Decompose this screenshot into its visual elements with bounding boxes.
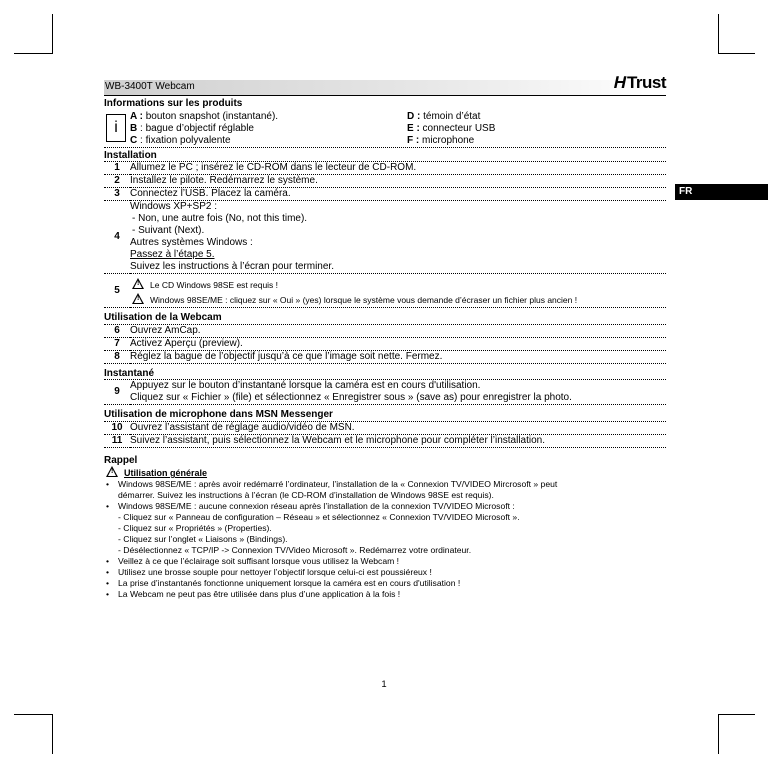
crop-mark-bottom-right-v <box>718 714 719 754</box>
part-item: C : fixation polyvalente <box>130 134 231 146</box>
step-row <box>104 434 666 447</box>
crop-mark-bottom-left-h <box>14 714 52 715</box>
warning-icon: ! <box>132 278 144 289</box>
part-item: E : connecteur USB <box>407 122 496 134</box>
step-row <box>104 380 666 405</box>
step-row <box>104 201 666 274</box>
step-row <box>104 337 666 350</box>
step-text: ! Le CD Windows 98SE est requis ! ! Windows 98SE/ME : cliquez sur « Oui » (yes) lorsque le système vous demande d’écraser un fichier plus ancien ! <box>130 274 666 308</box>
step-row <box>104 325 666 338</box>
step-text: Activez Aperçu (preview). <box>130 337 666 350</box>
step-row <box>104 162 666 175</box>
step-number: 6 <box>104 325 130 338</box>
installation-steps <box>104 162 666 308</box>
step-number: 1 <box>104 162 130 175</box>
snapshot-title: Instantané <box>104 366 666 381</box>
model-name: WB-3400T Webcam <box>105 81 195 92</box>
crop-mark-top-right-v <box>718 14 719 54</box>
step-text: Ouvrez AmCap. <box>130 325 666 338</box>
step-number: 10 <box>104 422 130 435</box>
list-item: • Windows 98SE/ME : aucune connexion réseau après l’installation de la connexion TV/VIDEO Microsoft : - Cliquez sur « Panneau de configuration – Réseau » et sélectionnez « Connexion TV/VIDEO Microsoft ». - Cliquez sur « Propriétés » (Properties). - Cliquez sur l’onglet « Liaisons » (Bindings). - Désélectionnez « TCP/IP -> Connexion TV/Video Microsoft ». Redémarrez votre ordinateur. <box>104 501 666 556</box>
step-number: 2 <box>104 175 130 188</box>
part-item: A : bouton snapshot (instantané). <box>130 110 279 122</box>
crop-mark-bottom-right-h <box>719 714 755 715</box>
msn-steps <box>104 422 666 448</box>
info-icon: i <box>106 114 126 142</box>
step-number: 8 <box>104 350 130 363</box>
step-number: 9 <box>104 380 130 405</box>
crop-mark-top-right-h <box>719 53 755 54</box>
step-row <box>104 274 666 308</box>
webcam-use-title: Utilisation de la Webcam <box>104 310 666 325</box>
reminder-title: Rappel <box>104 454 138 466</box>
part-item: F : microphone <box>407 134 475 146</box>
product-info-title: Informations sur les produits <box>104 98 243 109</box>
step-text: Réglez la bague de l’objectif jusqu’à ce que l’image soit nette. Fermez. <box>130 350 666 363</box>
installation-title: Installation <box>104 148 666 163</box>
list-item: • La prise d’instantanés fonctionne uniquement lorsque la caméra est en cours d'utilisation ! <box>104 578 666 589</box>
list-item: • Utilisez une brosse souple pour nettoyer l’objectif lorsque celui-ci est poussiéreux ! <box>104 567 666 578</box>
list-item: • La Webcam ne peut pas être utilisée dans plus d’une application à la fois ! <box>104 589 666 600</box>
step-text: Windows XP+SP2 : - Non, une autre fois (No, not this time). - Suivant (Next). Autres systèmes Windows : Passez à l’étape 5. Suivez les instructions à l’écran pour terminer. <box>130 201 666 274</box>
step-text: Ouvrez l’assistant de réglage audio/vidéo de MSN. <box>130 422 666 435</box>
step-number: 5 <box>104 274 130 308</box>
page-header <box>104 73 666 96</box>
list-item: • Veillez à ce que l’éclairage soit suffisant lorsque vous utilisez la Webcam ! <box>104 556 666 567</box>
warning-icon: ! <box>106 466 118 477</box>
step-row <box>104 350 666 363</box>
step-row <box>104 188 666 201</box>
snapshot-steps <box>104 380 666 405</box>
webcam-use-steps <box>104 325 666 364</box>
manual-page <box>104 73 666 600</box>
step-number: 7 <box>104 337 130 350</box>
crop-mark-top-left-h <box>14 53 52 54</box>
trust-logo-mark: H <box>612 73 629 92</box>
msn-title: Utilisation de microphone dans MSN Messenger <box>104 407 666 422</box>
part-item: D : témoin d’état <box>407 110 481 122</box>
step-row <box>104 422 666 435</box>
step-row <box>104 175 666 188</box>
warning-icon: ! <box>132 293 144 304</box>
step-number: 11 <box>104 434 130 447</box>
reminder-bullets <box>104 479 666 600</box>
crop-mark-top-left-v <box>52 14 53 54</box>
language-tab: FR <box>675 184 768 200</box>
step-number: 3 <box>104 188 130 201</box>
step-text: Appuyez sur le bouton d’instantané lorsque la caméra est en cours d'utilisation. Cliquez sur « Fichier » (file) et sélectionnez « Enregistrer sous » (save as) pour enregistrer la photo. <box>130 380 666 405</box>
step-number: 4 <box>104 201 130 274</box>
page-number: 1 <box>381 679 387 690</box>
part-item: B : bague d’objectif réglable <box>130 122 254 134</box>
step-text: Allumez le PC ; insérez le CD-ROM dans le lecteur de CD-ROM. <box>130 162 666 175</box>
product-info-box <box>104 110 666 148</box>
crop-mark-bottom-left-v <box>52 714 53 754</box>
step-text: Installez le pilote. Redémarrez le système. <box>130 175 666 188</box>
trust-logo: HTrust <box>612 73 666 92</box>
step-text: Suivez l’assistant, puis sélectionnez la Webcam et le microphone pour compléter l’installation. <box>130 434 666 447</box>
general-use-heading: ! Utilisation générale <box>104 466 666 479</box>
list-item: • Windows 98SE/ME : après avoir redémarré l’ordinateur, l’installation de la « Connexion TV/VIDEO Mircrosoft » peut démarrer. Suivez les instructions à l’écran (le CD-ROM d’installation de Windows 98SE est requis). <box>104 479 666 501</box>
step-text: Connectez l’USB. Placez la caméra. <box>130 188 666 201</box>
